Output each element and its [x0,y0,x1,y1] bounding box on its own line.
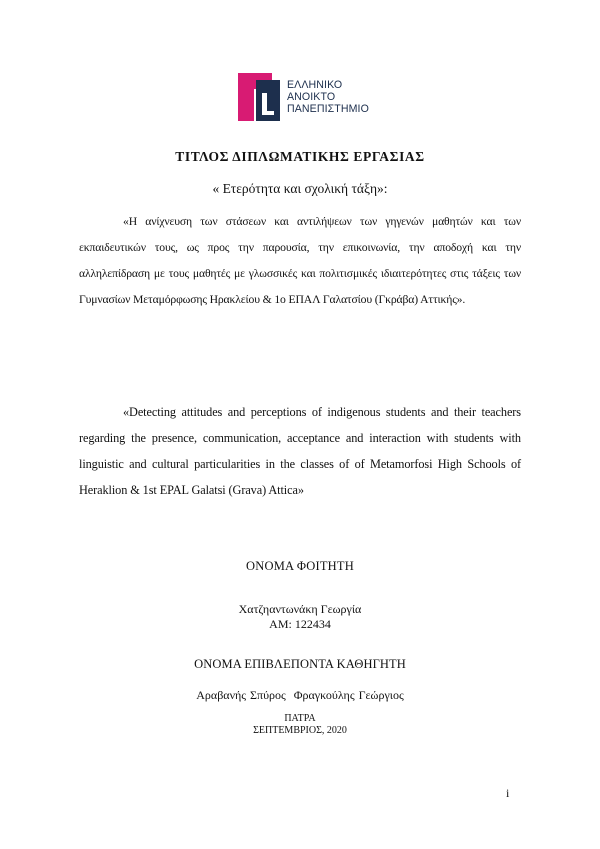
logo-wordmark [287,79,369,115]
supervisor-names: Αραβανής Σπύρος Φραγκούλης Γεώργιος [196,688,404,702]
student-name: Χατζηαντωνάκη Γεωργία [238,602,362,616]
thesis-title-heading: ΤΙΤΛΟΣ ΔΙΠΛΩΜΑΤΙΚΗΣ ΕΡΓΑΣΙΑΣ [175,149,425,164]
student-label: ΟΝΟΜΑ ΦΟΙΤΗΤΗ [246,559,354,573]
logo-emblem-icon [236,71,288,123]
logo-line-2: ΑΝΟΙΚΤΟ [287,91,336,103]
logo-line-1: ΕΛΛΗΝΙΚΟ [287,79,343,91]
date-label: ΣΕΠΤΕΜΒΡΙΟΣ, 2020 [253,725,347,736]
thesis-subtitle: « Ετερότητα και σχολική τάξη»: [212,181,388,196]
university-logo [236,71,386,123]
city-label: ΠΑΤΡΑ [284,713,316,724]
supervisor-label: ΟΝΟΜΑ ΕΠΙΒΛΕΠΟΝΤΑ ΚΑΘΗΓΗΤΗ [194,657,406,671]
english-title-paragraph: «Detecting attitudes and perceptions of indigenous students and their teachers regarding the presence, communication, acceptance and interaction with students with linguistic and cultural particularities in the classes of of Metamorfosi High Schools of Heraklion & 1st EPAL Galatsi (Grava) Attica» [79,405,521,497]
logo-line-3: ΠΑΝΕΠΙΣΤΗΜΙΟ [287,103,369,115]
greek-title-paragraph: «Η ανίχνευση των στάσεων και αντιλήψεων των γηγενών μαθητών και των εκπαιδευτικών τους, ως προς την παρουσία, την επικοινωνία, την αποδοχή και την αλληλεπίδραση με τους μαθητές με γλωσσικές και πολιτισμικές ιδιαιτερότητες στις τάξεις των Γυμνασίων Μεταμόρφωσης Ηρακλείου & 1ο ΕΠΑΛ Γαλατσίου (Γκράβα) Αττικής». [79,215,521,306]
page-number: i [506,786,510,800]
student-registration-number: ΑΜ: 122434 [269,617,331,631]
